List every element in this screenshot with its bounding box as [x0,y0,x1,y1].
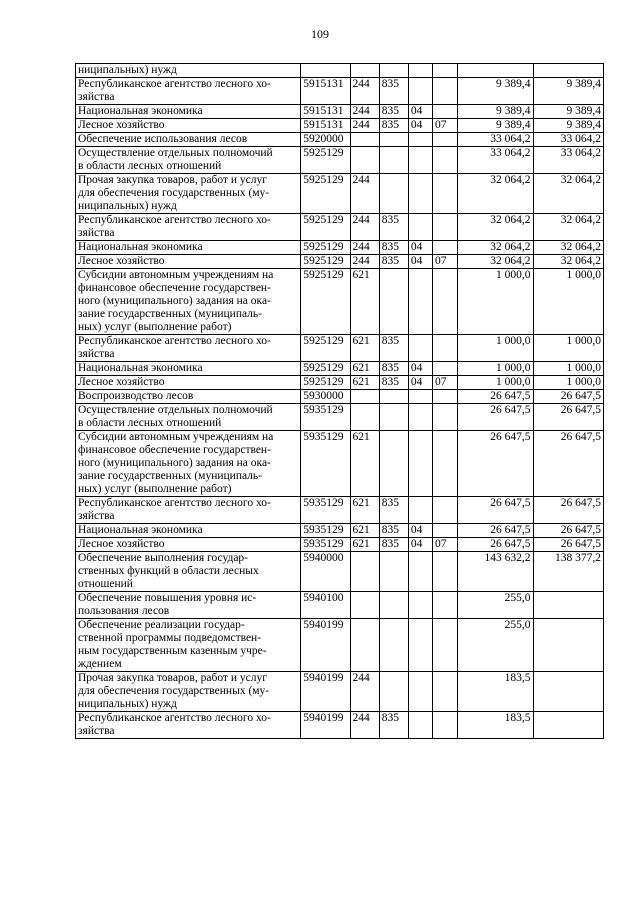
subsection-code [432,174,457,214]
section-code: 04 [408,524,432,538]
subsection-code [432,335,457,362]
admin-code [379,619,408,672]
amount-year-2: 32 064,2 [533,174,603,214]
table-row [76,269,604,335]
subsection-code [432,133,457,147]
table-row [76,538,604,552]
expense-type: 621 [350,538,379,552]
section-code: 04 [408,105,432,119]
admin-code [379,672,408,712]
amount-year-1: 1 000,0 [458,362,533,376]
target-code: 5915131 [301,119,350,133]
table-row [76,712,604,739]
target-code: 5940100 [301,592,350,619]
admin-code [379,147,408,174]
table-row [76,119,604,133]
admin-code: 835 [379,362,408,376]
section-code: 04 [408,241,432,255]
subsection-code [432,241,457,255]
admin-code: 835 [379,335,408,362]
amount-year-1: 26 647,5 [458,524,533,538]
section-code [408,64,432,78]
section-code [408,592,432,619]
row-name: Республиканское агентство лесного хо- зяйства [76,712,301,739]
admin-code: 835 [379,524,408,538]
section-code [408,78,432,105]
admin-code [379,64,408,78]
target-code: 5920000 [301,133,350,147]
table-row [76,672,604,712]
target-code: 5925129 [301,376,350,390]
expense-type: 244 [350,78,379,105]
expense-type: 621 [350,524,379,538]
subsection-code [432,390,457,404]
row-name: Национальная экономика [76,105,301,119]
expense-type: 244 [350,712,379,739]
table-row [76,214,604,241]
amount-year-1: 183,5 [458,672,533,712]
row-name: Осуществление отдельных полномочий в области лесных отношений [76,147,301,174]
subsection-code [432,214,457,241]
amount-year-2: 1 000,0 [533,362,603,376]
expense-type: 244 [350,241,379,255]
expense-type [350,133,379,147]
section-code: 04 [408,255,432,269]
amount-year-2: 32 064,2 [533,214,603,241]
amount-year-1: 26 647,5 [458,538,533,552]
table-row [76,404,604,431]
amount-year-1: 26 647,5 [458,390,533,404]
row-name: Республиканское агентство лесного хо- зяйства [76,78,301,105]
table-row [76,78,604,105]
expense-type: 621 [350,497,379,524]
table-row [76,241,604,255]
row-name: Обеспечение реализации государ- ственной программы подведомствен- ным государственным казенным учре- ждением [76,619,301,672]
target-code: 5925129 [301,214,350,241]
target-code: 5925129 [301,147,350,174]
admin-code: 835 [379,376,408,390]
row-name: Прочая закупка товаров, работ и услуг для обеспечения государственных (му- ниципальных) нужд [76,174,301,214]
row-name: ниципальных) нужд [76,64,301,78]
amount-year-1: 1 000,0 [458,335,533,362]
table-row [76,376,604,390]
amount-year-1: 143 632,2 [458,552,533,592]
amount-year-2: 33 064,2 [533,133,603,147]
subsection-code [432,497,457,524]
section-code [408,619,432,672]
amount-year-2: 9 389,4 [533,78,603,105]
target-code: 5940199 [301,712,350,739]
target-code: 5925129 [301,241,350,255]
budget-table-body [76,64,604,739]
section-code [408,133,432,147]
table-row [76,390,604,404]
table-row [76,133,604,147]
row-name: Обеспечение выполнения государ- ственных функций в области лесных отношений [76,552,301,592]
amount-year-1: 26 647,5 [458,497,533,524]
expense-type: 244 [350,105,379,119]
amount-year-1: 26 647,5 [458,431,533,497]
amount-year-1: 33 064,2 [458,133,533,147]
table-row [76,592,604,619]
target-code: 5935129 [301,497,350,524]
section-code [408,404,432,431]
subsection-code [432,431,457,497]
amount-year-1: 32 064,2 [458,241,533,255]
row-name: Субсидии автономным учреждениям на финансовое обеспечение государствен- ного (муниципального) задания на ока- зание государственных (муниципаль- ных) услуг (выполнение работ) [76,431,301,497]
subsection-code [432,105,457,119]
admin-code [379,174,408,214]
table-row [76,255,604,269]
expense-type [350,619,379,672]
section-code [408,431,432,497]
amount-year-2: 26 647,5 [533,524,603,538]
amount-year-2: 26 647,5 [533,538,603,552]
expense-type [350,147,379,174]
amount-year-2 [533,592,603,619]
section-code [408,672,432,712]
expense-type: 244 [350,672,379,712]
expense-type: 621 [350,431,379,497]
table-row [76,147,604,174]
amount-year-2: 1 000,0 [533,335,603,362]
row-name: Лесное хозяйство [76,538,301,552]
amount-year-2: 9 389,4 [533,105,603,119]
row-name: Лесное хозяйство [76,255,301,269]
amount-year-1: 32 064,2 [458,214,533,241]
subsection-code [432,619,457,672]
amount-year-2: 26 647,5 [533,431,603,497]
amount-year-2 [533,672,603,712]
target-code: 5925129 [301,255,350,269]
target-code: 5935129 [301,524,350,538]
subsection-code [432,712,457,739]
admin-code: 835 [379,497,408,524]
expense-type [350,64,379,78]
admin-code: 835 [379,214,408,241]
section-code [408,147,432,174]
subsection-code: 07 [432,538,457,552]
expense-type: 621 [350,376,379,390]
admin-code [379,269,408,335]
amount-year-2: 33 064,2 [533,147,603,174]
admin-code: 835 [379,538,408,552]
amount-year-1 [458,64,533,78]
section-code [408,712,432,739]
amount-year-2: 26 647,5 [533,404,603,431]
target-code: 5925129 [301,335,350,362]
amount-year-2: 1 000,0 [533,376,603,390]
amount-year-1: 9 389,4 [458,119,533,133]
table-row [76,552,604,592]
subsection-code [432,147,457,174]
row-name: Национальная экономика [76,524,301,538]
target-code: 5935129 [301,431,350,497]
table-row [76,497,604,524]
target-code: 5940199 [301,619,350,672]
table-row [76,105,604,119]
target-code: 5935129 [301,404,350,431]
subsection-code [432,404,457,431]
subsection-code [432,672,457,712]
admin-code [379,404,408,431]
section-code: 04 [408,362,432,376]
admin-code [379,592,408,619]
expense-type: 621 [350,362,379,376]
section-code [408,214,432,241]
amount-year-1: 32 064,2 [458,255,533,269]
expense-type: 244 [350,255,379,269]
row-name: Субсидии автономным учреждениям на финансовое обеспечение государствен- ного (муниципального) задания на ока- зание государственных (муниципаль- ных) услуг (выполнение работ) [76,269,301,335]
table-row [76,524,604,538]
admin-code: 835 [379,712,408,739]
expense-type: 621 [350,269,379,335]
table-row [76,335,604,362]
amount-year-1: 33 064,2 [458,147,533,174]
amount-year-2: 138 377,2 [533,552,603,592]
amount-year-1: 1 000,0 [458,269,533,335]
amount-year-1: 255,0 [458,619,533,672]
row-name: Лесное хозяйство [76,119,301,133]
expense-type [350,404,379,431]
subsection-code: 07 [432,255,457,269]
section-code: 04 [408,376,432,390]
admin-code: 835 [379,78,408,105]
target-code: 5925129 [301,269,350,335]
table-row [76,174,604,214]
section-code [408,269,432,335]
section-code [408,552,432,592]
amount-year-2 [533,712,603,739]
row-name: Республиканское агентство лесного хо- зяйства [76,214,301,241]
amount-year-2: 32 064,2 [533,241,603,255]
expense-type: 244 [350,119,379,133]
subsection-code: 07 [432,119,457,133]
expense-type: 244 [350,214,379,241]
target-code [301,64,350,78]
target-code: 5925129 [301,174,350,214]
page-number: 109 [311,27,329,41]
row-name: Осуществление отдельных полномочий в области лесных отношений [76,404,301,431]
row-name: Воспроизводство лесов [76,390,301,404]
expense-type: 621 [350,335,379,362]
section-code: 04 [408,119,432,133]
target-code: 5940000 [301,552,350,592]
target-code: 5925129 [301,362,350,376]
table-row [76,64,604,78]
table-row [76,619,604,672]
amount-year-1: 9 389,4 [458,78,533,105]
section-code [408,390,432,404]
admin-code [379,431,408,497]
amount-year-1: 183,5 [458,712,533,739]
row-name: Прочая закупка товаров, работ и услуг для обеспечения государственных (му- ниципальных) нужд [76,672,301,712]
subsection-code [432,552,457,592]
amount-year-1: 1 000,0 [458,376,533,390]
target-code: 5915131 [301,105,350,119]
admin-code: 835 [379,119,408,133]
subsection-code [432,362,457,376]
admin-code: 835 [379,241,408,255]
table-row [76,362,604,376]
section-code [408,174,432,214]
amount-year-1: 255,0 [458,592,533,619]
amount-year-2: 32 064,2 [533,255,603,269]
row-name: Национальная экономика [76,362,301,376]
subsection-code [432,78,457,105]
target-code: 5940199 [301,672,350,712]
amount-year-2: 9 389,4 [533,119,603,133]
expense-type [350,390,379,404]
subsection-code [432,524,457,538]
amount-year-1: 9 389,4 [458,105,533,119]
admin-code: 835 [379,255,408,269]
subsection-code [432,269,457,335]
amount-year-2: 1 000,0 [533,269,603,335]
budget-table [75,63,604,739]
section-code: 04 [408,538,432,552]
target-code: 5930000 [301,390,350,404]
subsection-code: 07 [432,376,457,390]
target-code: 5915131 [301,78,350,105]
admin-code [379,390,408,404]
admin-code [379,133,408,147]
amount-year-2 [533,619,603,672]
admin-code [379,552,408,592]
amount-year-2 [533,64,603,78]
amount-year-1: 26 647,5 [458,404,533,431]
row-name: Лесное хозяйство [76,376,301,390]
amount-year-2: 26 647,5 [533,390,603,404]
subsection-code [432,592,457,619]
expense-type [350,592,379,619]
row-name: Республиканское агентство лесного хо- зяйства [76,335,301,362]
amount-year-2: 26 647,5 [533,497,603,524]
target-code: 5935129 [301,538,350,552]
row-name: Обеспечение повышения уровня ис- пользования лесов [76,592,301,619]
row-name: Обеспечение использования лесов [76,133,301,147]
section-code [408,497,432,524]
expense-type [350,552,379,592]
row-name: Национальная экономика [76,241,301,255]
amount-year-1: 32 064,2 [458,174,533,214]
table-row [76,431,604,497]
expense-type: 244 [350,174,379,214]
row-name: Республиканское агентство лесного хо- зяйства [76,497,301,524]
section-code [408,335,432,362]
admin-code: 835 [379,105,408,119]
subsection-code [432,64,457,78]
